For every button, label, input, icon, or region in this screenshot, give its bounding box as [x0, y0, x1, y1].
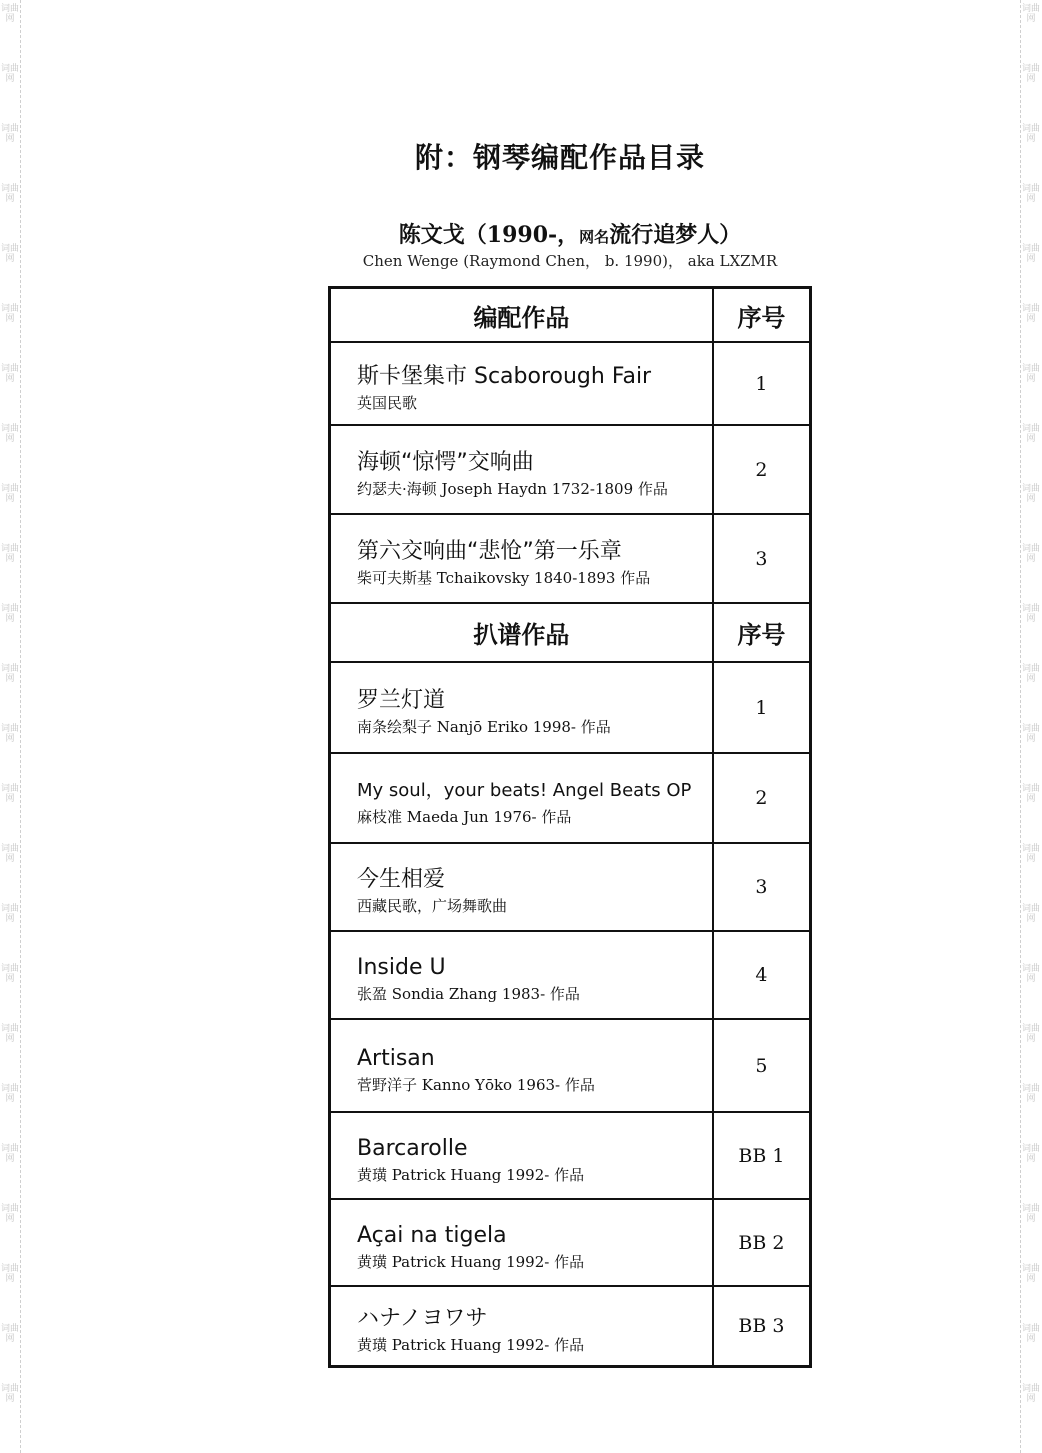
section-header-title: 扒谱作品	[330, 603, 713, 662]
work-number: BB 3	[713, 1286, 811, 1366]
watermark-text: 词曲网	[1021, 724, 1040, 744]
watermark-text: 词曲网	[0, 964, 19, 984]
work-composer: 麻枝准 Maeda Jun 1976- 作品	[357, 808, 572, 826]
watermark-text: 词曲网	[0, 1264, 19, 1284]
section-header-arranged	[330, 288, 811, 343]
work-composer: 黄璜 Patrick Huang 1992- 作品	[357, 1165, 585, 1184]
work-number: 1	[713, 342, 811, 425]
watermark-text: 词曲网	[0, 424, 19, 444]
watermark-text: 词曲网	[1021, 1024, 1040, 1044]
section-header-title: 编配作品	[330, 288, 713, 343]
work-composer: 黄璜 Patrick Huang 1992- 作品	[357, 1252, 585, 1271]
table-row	[330, 425, 811, 514]
work-composer: 南条绘梨子 Nanjō Eriko 1998- 作品	[357, 717, 611, 736]
watermark-text: 词曲网	[0, 544, 19, 564]
watermark-text: 词曲网	[1021, 784, 1040, 804]
watermark-text: 词曲网	[1021, 544, 1040, 564]
watermark-text: 词曲网	[1021, 4, 1040, 24]
author-alias-label: 网名	[579, 228, 610, 246]
watermark-text: 词曲网	[1021, 1384, 1040, 1404]
watermark-text: 词曲网	[1021, 304, 1040, 324]
watermark-text: 词曲网	[0, 904, 19, 924]
work-number: 2	[713, 425, 811, 514]
table-row	[330, 342, 811, 425]
work-title: Barcarolle	[357, 1135, 468, 1161]
table-row	[330, 843, 811, 931]
watermark-text: 词曲网	[1021, 964, 1040, 984]
watermark-text: 词曲网	[0, 244, 19, 264]
table-row	[330, 514, 811, 603]
work-title: Inside U	[357, 955, 446, 980]
watermark-text: 词曲网	[0, 1324, 19, 1344]
watermark-text: 词曲网	[1021, 1144, 1040, 1164]
section-header-number: 序号	[713, 603, 811, 662]
watermark-text: 词曲网	[0, 1084, 19, 1104]
section-header-number: 序号	[713, 288, 811, 343]
watermark-text: 词曲网	[1021, 844, 1040, 864]
watermark-text: 词曲网	[0, 1024, 19, 1044]
watermark-text: 词曲网	[0, 304, 19, 324]
author-name-prefix: 陈文戈（1990-，	[398, 222, 580, 248]
author-name-en: Chen Wenge (Raymond Chen， b. 1990)， aka LXZMR	[362, 252, 778, 270]
watermark-text: 词曲网	[0, 844, 19, 864]
watermark-text: 词曲网	[1021, 1264, 1040, 1284]
watermark-text: 词曲网	[1021, 904, 1040, 924]
table-row	[330, 931, 811, 1019]
work-number: BB 1	[713, 1112, 811, 1199]
watermark-text: 词曲网	[0, 1204, 19, 1224]
watermark-text: 词曲网	[1021, 184, 1040, 204]
watermark-text: 词曲网	[1021, 604, 1040, 624]
work-title: 罗兰灯道	[357, 687, 446, 713]
watermark-text: 词曲网	[0, 484, 19, 504]
watermark-text: 词曲网	[1021, 1084, 1040, 1104]
catalog-table	[328, 286, 812, 1368]
watermark-text: 词曲网	[1021, 364, 1040, 384]
watermark-text: 词曲网	[1021, 124, 1040, 144]
work-title: Artisan	[357, 1045, 435, 1071]
watermark-text: 词曲网	[0, 664, 19, 684]
work-title: Açai na tigela	[357, 1222, 507, 1248]
watermark-text: 词曲网	[1021, 664, 1040, 684]
watermark-text: 词曲网	[1021, 1324, 1040, 1344]
watermark-text: 词曲网	[1021, 484, 1040, 504]
watermark-text: 词曲网	[1021, 1204, 1040, 1224]
work-composer: 英国民歌	[357, 393, 418, 412]
work-composer: 约瑟夫·海顿 Joseph Haydn 1732-1809 作品	[357, 479, 668, 498]
work-number: 3	[713, 514, 811, 603]
work-composer: 西藏民歌，广场舞歌曲	[357, 897, 508, 915]
watermark-text: 词曲网	[0, 64, 19, 84]
table-row	[330, 662, 811, 753]
work-number: 4	[713, 931, 811, 1019]
watermark-text: 词曲网	[1021, 424, 1040, 444]
watermark-text: 词曲网	[0, 184, 19, 204]
work-title: 第六交响曲“悲怆”第一乐章	[357, 538, 622, 564]
table-row	[330, 1112, 811, 1199]
work-composer: 张盈 Sondia Zhang 1983- 作品	[357, 985, 580, 1003]
work-number: 1	[713, 662, 811, 753]
author-alias: 流行追梦人）	[609, 222, 742, 248]
watermark-text: 词曲网	[1021, 64, 1040, 84]
work-composer: 菅野洋子 Kanno Yōko 1963- 作品	[357, 1075, 595, 1094]
page-title: 附：钢琴编配作品目录	[414, 141, 705, 174]
watermark-text: 词曲网	[1021, 244, 1040, 264]
watermark-text: 词曲网	[0, 124, 19, 144]
watermark-text: 词曲网	[0, 1144, 19, 1164]
table-row	[330, 1286, 811, 1366]
section-header-transcribed	[330, 603, 811, 662]
work-title: 斯卡堡集市 Scaborough Fair	[357, 363, 652, 389]
work-title: My soul，your beats! Angel Beats OP	[357, 780, 692, 801]
author-name-cn	[328, 218, 812, 249]
watermark-strip-right	[1020, 0, 1041, 1453]
table-row	[330, 1199, 811, 1286]
work-composer: 柴可夫斯基 Tchaikovsky 1840-1893 作品	[357, 568, 651, 587]
work-number: 2	[713, 753, 811, 843]
work-composer: 黄璜 Patrick Huang 1992- 作品	[357, 1335, 585, 1354]
work-title: 海顿“惊愕”交响曲	[357, 449, 534, 475]
watermark-text: 词曲网	[0, 604, 19, 624]
watermark-text: 词曲网	[0, 4, 19, 24]
table-row	[330, 753, 811, 843]
watermark-text: 词曲网	[0, 724, 19, 744]
work-title: ハナノヨワサ	[357, 1305, 488, 1331]
table-row	[330, 1019, 811, 1112]
watermark-text: 词曲网	[0, 1384, 19, 1404]
work-title: 今生相爱	[357, 867, 446, 892]
watermark-text: 词曲网	[0, 364, 19, 384]
watermark-strip-left	[0, 0, 21, 1453]
work-number: 3	[713, 843, 811, 931]
work-number: 5	[713, 1019, 811, 1112]
work-number: BB 2	[713, 1199, 811, 1286]
watermark-text: 词曲网	[0, 784, 19, 804]
